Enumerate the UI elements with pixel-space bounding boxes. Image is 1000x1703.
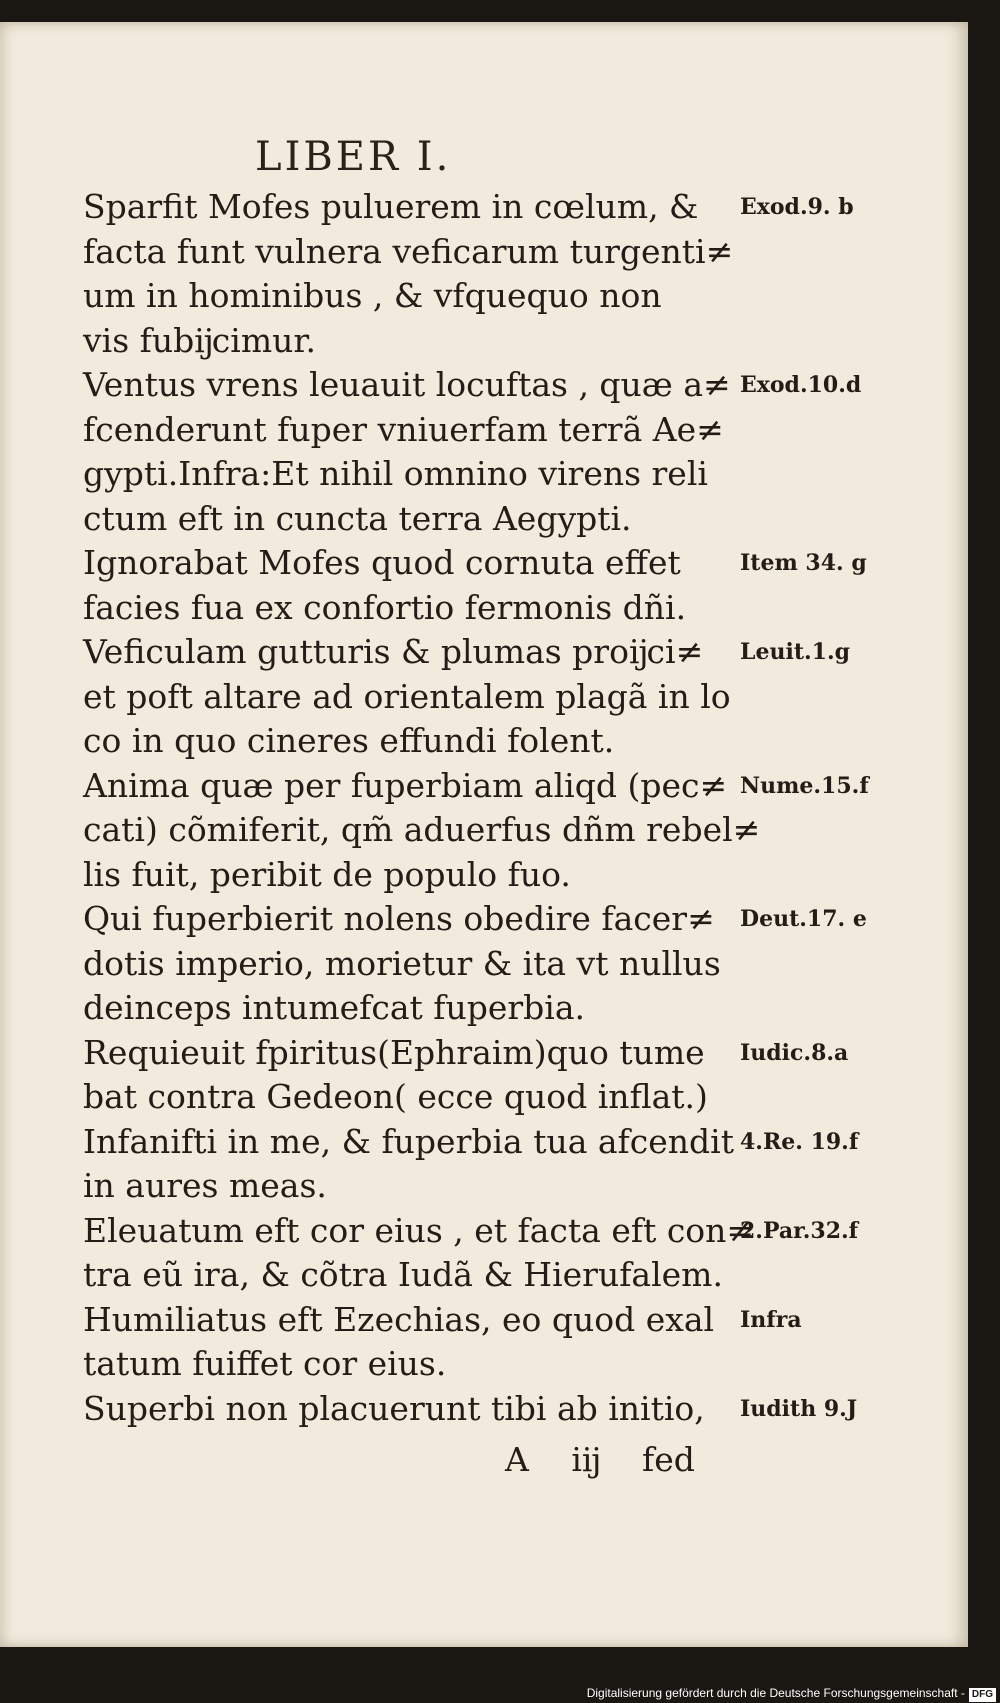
margin-note <box>740 675 890 720</box>
text-line: Ventus vrens leuauit locuftas , quæ a≠ <box>83 365 731 404</box>
catchword: fed <box>642 1440 695 1479</box>
margin-note <box>740 1164 890 1209</box>
text-line: cati) cõmiferit, qm̃ aduerfus dñm rebel≠ <box>83 810 761 849</box>
margin-note <box>740 408 890 453</box>
margin-note <box>740 319 890 364</box>
margin-note: Deut.17. e <box>740 906 867 932</box>
text-line: co in quo cineres effundi folent. <box>83 721 615 760</box>
text-line: Veficulam gutturis & plumas proĳci≠ <box>83 632 704 671</box>
text-line: in aures meas. <box>83 1166 327 1205</box>
text-line: tatum fuiffet cor eius. <box>83 1344 447 1383</box>
margin-note: Exod.10.d <box>740 372 862 398</box>
margin-note: Exod.9. b <box>740 194 854 220</box>
text-line: Requieuit fpiritus(Ephraim)quo tume <box>83 1032 705 1072</box>
margin-note: Leuit.1.g <box>740 639 850 665</box>
text-line: um in hominibus , & vfquequo non <box>83 276 662 315</box>
text-line: Sparfit Mofes puluerem in cœlum, & <box>83 187 699 226</box>
footer-text: Digitalisierung gefördert durch die Deutsche Forschungsgemeinschaft - <box>586 1686 965 1700</box>
text-line: vis fubĳcimur. <box>83 320 317 360</box>
margin-note <box>740 230 890 275</box>
text-line: lis fuit, peribit de populo fuo. <box>83 854 571 894</box>
margin-note: Infra <box>740 1306 802 1333</box>
text-line: deinceps intumefcat fuperbia. <box>83 988 586 1027</box>
text-line: facta funt vulnera veficarum turgenti≠ <box>83 231 734 271</box>
margin-note <box>740 1075 890 1120</box>
margin-note <box>740 586 890 631</box>
text-line: Eleuatum eft cor eius , et facta eft con≠ <box>83 1210 755 1250</box>
text-line: ctum eft in cuncta terra Aegypti. <box>83 498 632 538</box>
margin-note <box>740 986 890 1031</box>
margin-note <box>740 942 890 987</box>
signature-number: iĳ <box>571 1440 600 1479</box>
margin-note: Nume.15.f <box>740 772 869 799</box>
running-head: LIBER I. <box>255 134 452 180</box>
margin-note <box>740 452 890 497</box>
margin-note: 2.Par.32.f <box>740 1217 859 1244</box>
signature-line <box>505 1440 727 1479</box>
text-line: dotis imperio, morietur & ita vt nullus <box>83 943 721 983</box>
margin-note <box>740 1342 890 1387</box>
text-line: Infanifti in me, & fuperbia tua afcendit <box>83 1121 734 1161</box>
margin-note: 4.Re. 19.f <box>740 1128 859 1155</box>
text-line: gypti.Infra:Et nihil omnino virens reli <box>83 454 708 493</box>
margin-notes <box>740 185 890 1431</box>
text-line: facies fua ex confortio fermonis dñi. <box>83 587 687 627</box>
margin-note <box>740 853 890 898</box>
text-line: Humiliatus eft Ezechias, eo quod exal <box>83 1299 715 1339</box>
margin-note <box>740 719 890 764</box>
margin-note <box>740 808 890 853</box>
text-line: fcenderunt fuper vniuerfam terrã Ae≠ <box>83 409 724 449</box>
digitization-footer <box>0 1683 1000 1703</box>
text-line: tra eũ ira, & cõtra Iudã & Hierufalem. <box>83 1255 723 1294</box>
text-line: Anima quæ per fuperbiam aliqd (pec≠ <box>83 765 728 805</box>
margin-note: Iudith 9.J <box>740 1395 858 1422</box>
margin-note: Iudic.8.a <box>740 1039 849 1066</box>
margin-note: Item 34. g <box>740 550 867 576</box>
text-line: Superbi non placuerunt tibi ab initio, <box>83 1388 705 1428</box>
margin-note <box>740 497 890 542</box>
margin-note <box>740 274 890 319</box>
dfg-logo: DFG <box>969 1688 996 1702</box>
margin-note <box>740 1253 890 1298</box>
text-line: Qui fuperbierit nolens obedire facer≠ <box>83 899 715 938</box>
signature-mark: A <box>505 1440 529 1479</box>
text-line: Ignorabat Mofes quod cornuta effet <box>83 543 681 582</box>
text-line: et poft altare ad orientalem plagã in lo <box>83 676 731 716</box>
text-line: bat contra Gedeon( ecce quod inflat.) <box>83 1077 708 1116</box>
main-text-block <box>83 185 761 1431</box>
